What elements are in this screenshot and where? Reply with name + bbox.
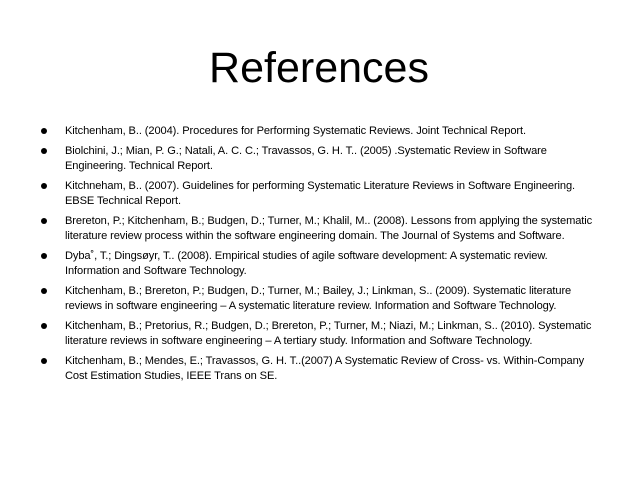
reference-text: Kitchenham, B.; Brereton, P.; Budgen, D.; Turner, M.; Bailey, J.; Linkman, S.. (2009). Systematic literature reviews in software engineering – A systematic literature review. Information and Software Technology. [65, 285, 572, 312]
reference-item [40, 354, 600, 384]
bullet-icon [41, 323, 47, 329]
slide-title: References [209, 44, 429, 92]
reference-text: Kitchenham, B.; Pretorius, R.; Budgen, D.; Brereton, P.; Turner, M.; Niazi, M.; Linkman, S.. (2010). Systematic literature reviews in software engineering – A tertiary study. Information and Software Technology. [65, 320, 592, 347]
bullet-icon [41, 358, 47, 364]
reference-text: Brereton, P.; Kitchenham, B.; Budgen, D.; Turner, M.; Khalil, M.. (2008). Lessons from applying the systematic literature review process within the software engineering domain. The Journal of Systems and Software. [65, 215, 593, 242]
reference-item [40, 284, 600, 314]
reference-text: Kitchneham, B.. (2007). Guidelines for performing Systematic Literature Reviews in Software Engineering. EBSE Technical Report. [65, 180, 576, 207]
bullet-icon [41, 183, 47, 189]
reference-list [40, 124, 600, 389]
bullet-icon [41, 128, 47, 134]
reference-item [40, 124, 600, 139]
reference-text: Kitchenham, B.; Mendes, E.; Travassos, G. H. T..(2007) A Systematic Review of Cross- vs. Within-Company Cost Estimation Studies, IEEE Trans on SE. [65, 355, 585, 382]
reference-item [40, 144, 600, 174]
reference-item [40, 319, 600, 349]
reference-item [40, 214, 600, 244]
reference-text: Kitchenham, B.. (2004). Procedures for Performing Systematic Reviews. Joint Technical Report. [65, 125, 526, 137]
bullet-icon [41, 218, 47, 224]
reference-text: Biolchini, J.; Mian, P. G.; Natali, A. C. C.; Travassos, G. H. T.. (2005) .Systematic Review in Software Engineering. Technical Report. [65, 145, 547, 172]
bullet-icon [41, 148, 47, 154]
reference-text: Dyba˚, T.; Dingsøyr, T.. (2008). Empirical studies of agile software development: A systematic review. Information and Software Technology. [65, 250, 548, 277]
reference-item [40, 249, 600, 279]
reference-item [40, 179, 600, 209]
bullet-icon [41, 253, 47, 259]
bullet-icon [41, 288, 47, 294]
